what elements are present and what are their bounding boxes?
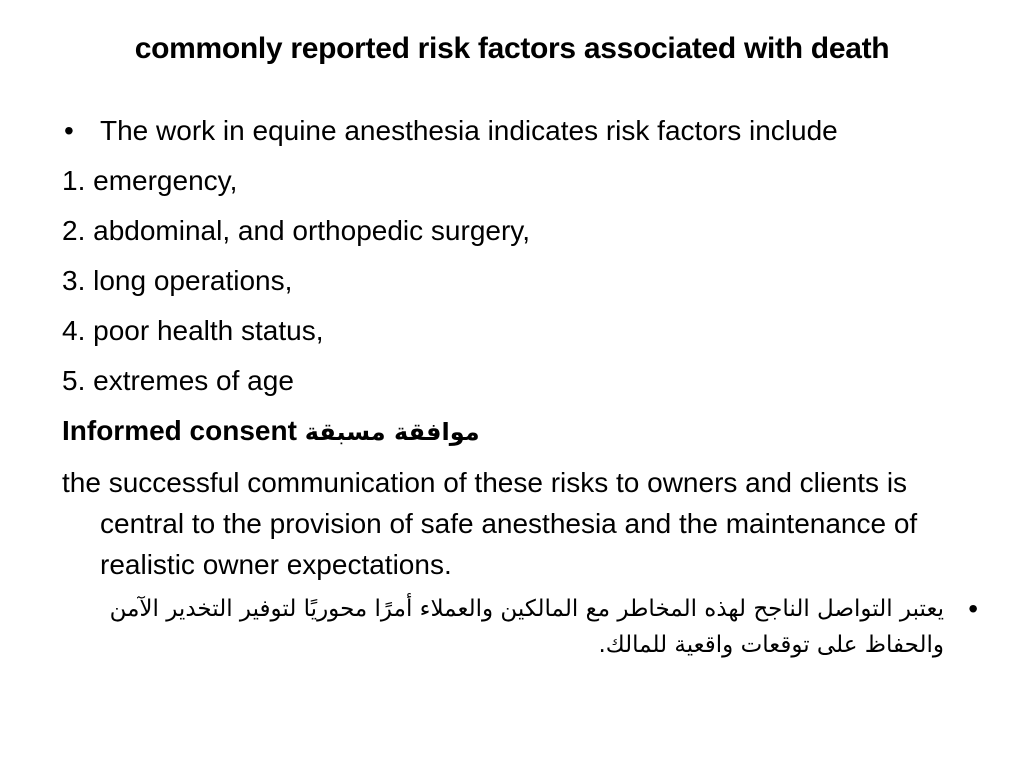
slide-body xyxy=(62,110,982,663)
risk-factor-5: 5. extremes of age xyxy=(62,365,294,396)
intro-bullet xyxy=(62,110,982,151)
arabic-bullet xyxy=(62,591,982,663)
risk-factor-3: 3. long operations, xyxy=(62,265,293,296)
bullet-dot-icon: • xyxy=(968,593,978,624)
consent-label: Informed consent xyxy=(62,415,297,446)
risk-factor-2: 2. abdominal, and orthopedic surgery, xyxy=(62,215,530,246)
arabic-note-text: يعتبر التواصل الناجح لهذه المخاطر مع المالكين والعملاء أمرًا محوريًا لتوفير التخدير الآمن والحفاظ على توقعات واقعية للمالك. xyxy=(109,596,944,658)
risk-factor-1: 1. emergency, xyxy=(62,165,238,196)
risk-factor-4: 4. poor health status, xyxy=(62,315,324,346)
consent-arabic: موافقة مسبقة xyxy=(304,418,480,446)
communication-paragraph: the successful communication of these risks to owners and clients is central to the provision of safe anesthesia and the maintenance of realistic owner expectations. xyxy=(62,467,918,580)
slide-title: commonly reported risk factors associated with death xyxy=(134,32,890,65)
intro-text: The work in equine anesthesia indicates risk factors include xyxy=(100,115,838,146)
informed-consent-heading xyxy=(62,410,982,453)
bullet-dot-icon: • xyxy=(64,115,74,146)
